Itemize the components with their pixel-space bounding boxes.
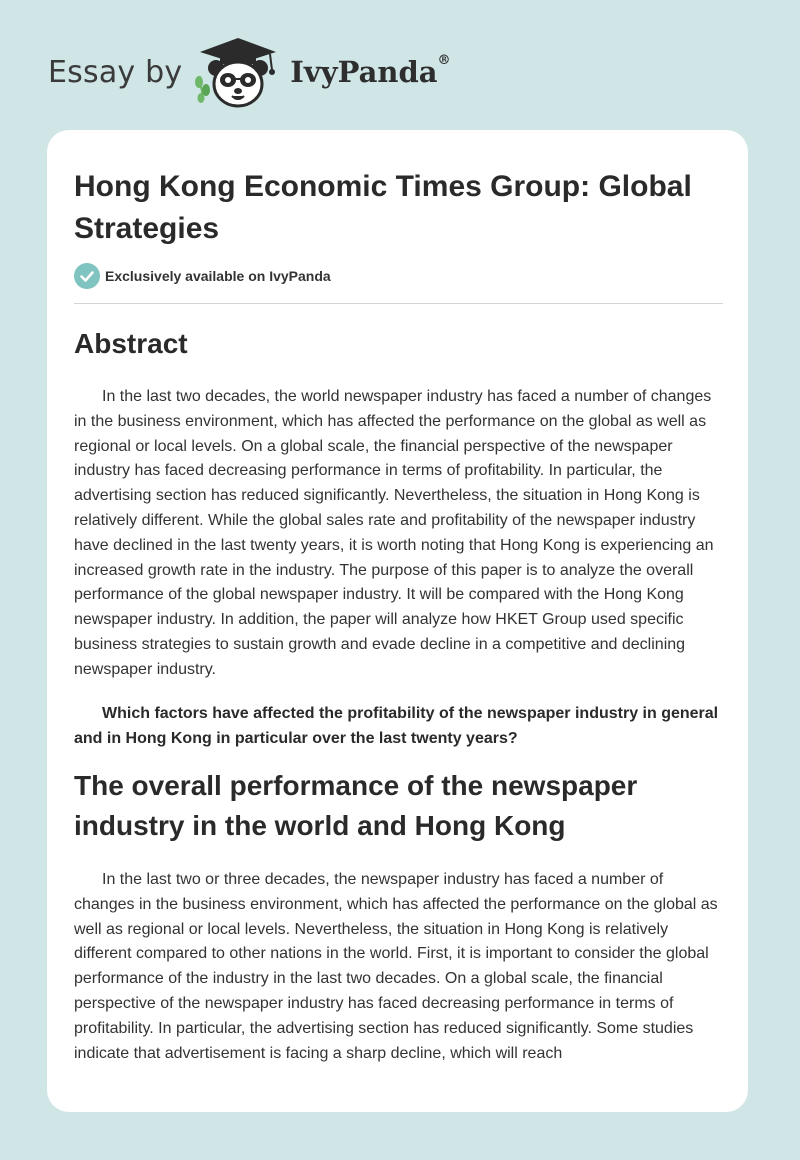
performance-paragraph: In the last two or three decades, the newspaper industry has faced a number of changes in the business environment, which has affected the performance on the global as well as regional or local levels. Nevertheless, the situation in Hong Kong is relatively different compared to other nations in the world. First, it is important to consider the global performance of the industry in the last two decades. On a global scale, the financial perspective of the newspaper industry has faced decreasing performance in terms of profitability. In particular, the advertising section has reduced significantly. Some studies indicate that advertisement is facing a sharp decline, which will reach	[74, 871, 718, 1062]
check-circle-icon	[74, 263, 100, 289]
section-heading-overall-performance: The overall performance of the newspaper industry in the world and Hong Kong	[74, 770, 638, 841]
registered-mark: ®	[437, 53, 451, 68]
site-header	[48, 32, 451, 112]
research-question: Which factors have affected the profitability of the newspaper industry in general and in Hong Kong in particular over the last twenty years?	[74, 705, 719, 747]
article-card	[47, 130, 748, 1112]
exclusive-badge-label: Exclusively available on IvyPanda	[105, 268, 331, 284]
abstract-paragraph: In the last two decades, the world newspaper industry has faced a number of changes in the business environment, which has affected the performance on the global as well as regional or local levels. On a global scale, the financial perspective of the newspaper industry has faced decreasing performance in terms of profitability. In particular, the advertising section has reduced significantly. Nevertheless, the situation in Hong Kong is relatively different. While the global sales rate and profitability of the newspaper industry have declined in the last twenty years, it is worth noting that Hong Kong is experiencing an increased growth rate in the industry. The purpose of this paper is to analyze the overall performance of the global newspaper industry. It will be compared with the Hong Kong newspaper industry. In addition, the paper will analyze how HKET Group used specific business strategies to sustain growth and evade decline in a competitive and declining newspaper industry.	[74, 388, 714, 678]
brand-name[interactable]: IvyPanda®	[290, 53, 451, 89]
page-title: Hong Kong Economic Times Group: Global Strategies	[74, 170, 692, 245]
section-heading-abstract: Abstract	[74, 328, 188, 359]
essay-by-label: Essay by	[48, 54, 183, 90]
panda-graduate-icon	[190, 34, 286, 110]
exclusive-badge	[74, 263, 331, 289]
title-divider	[74, 303, 723, 304]
